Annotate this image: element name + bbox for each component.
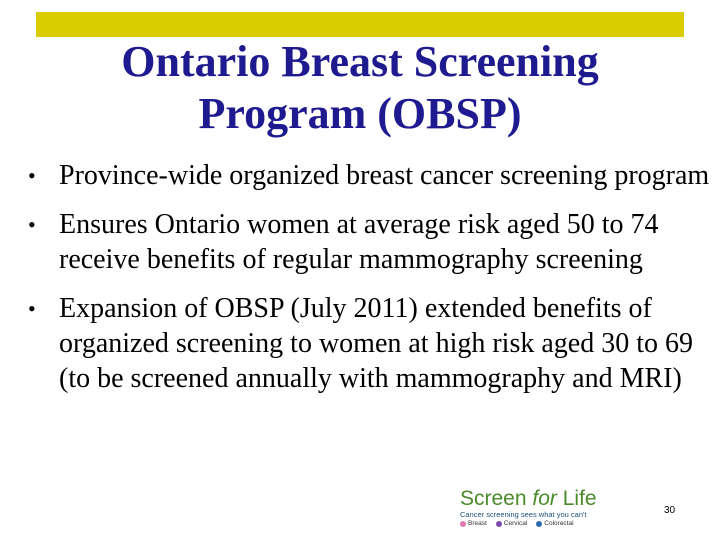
logo-tagline: Cancer screening sees what you can't [460,510,587,519]
logo-program-list [460,520,628,528]
logo-program-cervical [496,520,527,528]
bullet-item [28,158,710,193]
slide-title [0,36,720,140]
logo-program-breast [460,520,487,528]
bullet-list [28,158,710,410]
logo-program-label: Colorectal [544,520,574,527]
logo-word-for: for [532,487,557,510]
slide-title-line-1: Ontario Breast Screening [121,37,599,86]
bullet-text: Expansion of OBSP (July 2011) extended benefits of organized screening to women at high risk aged 30 to 69 (to be screened annually with mammography and MRI) [59,293,693,394]
logo-program-label: Cervical [503,520,528,527]
colorectal-dot-icon [536,521,542,527]
bullet-item [28,291,710,396]
title-accent-bar [36,12,684,37]
slide-title-line-2: Program (OBSP) [198,89,522,138]
logo-program-colorectal [536,520,573,528]
bullet-dot-icon: • [28,296,36,321]
bullet-item [28,207,710,277]
bullet-dot-icon: • [28,212,36,237]
bullet-text: Province-wide organized breast cancer screening program [59,160,710,191]
bullet-dot-icon: • [28,163,36,188]
logo-program-label: Breast [468,520,487,527]
bullet-text: Ensures Ontario women at average risk aged 50 to 74 receive benefits of regular mammography screening [59,209,659,275]
cervical-dot-icon [496,521,502,527]
breast-dot-icon [460,521,466,527]
screen-for-life-logo [460,488,628,528]
page-number: 30 [664,505,676,516]
logo-word-screen: Screen [460,487,533,510]
logo-word-life: Life [556,487,597,510]
logo-wordmark [460,488,628,510]
